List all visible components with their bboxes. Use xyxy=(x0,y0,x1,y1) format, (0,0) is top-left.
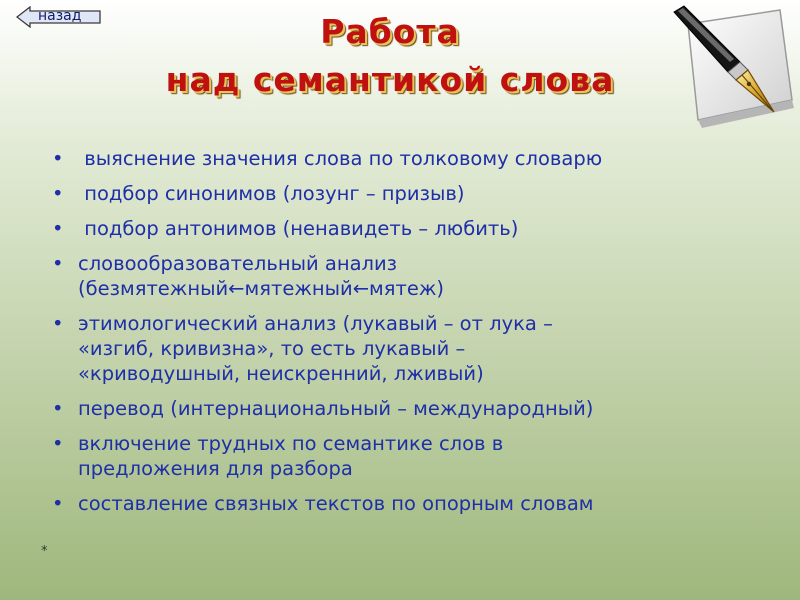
list-item-text: подбор антонимов (ненавидеть – любить) xyxy=(78,217,519,240)
bullet-marker: • xyxy=(52,217,64,240)
list-item xyxy=(50,311,770,386)
list-item xyxy=(50,216,770,241)
list-item xyxy=(50,181,770,206)
list-item-text: перевод (интернациональный – международный) xyxy=(78,397,594,420)
bullet-marker: • xyxy=(52,432,64,455)
back-button-label: назад xyxy=(38,8,82,24)
fountain-pen-icon xyxy=(668,4,798,130)
list-item-text: словообразовательный анализ (безмятежный←мятежный←мятеж) xyxy=(78,252,445,300)
bullet-marker: • xyxy=(52,147,64,170)
list-item-text: этимологический анализ (лукавый – от лука – «изгиб, кривизна», то есть лукавый – «криводушный, неискренний, лживый) xyxy=(78,312,553,385)
list-item xyxy=(50,431,770,481)
bullet-marker: • xyxy=(52,492,64,515)
title-line-1: Работа xyxy=(320,12,460,51)
list-item-text: подбор синонимов (лозунг – призыв) xyxy=(78,182,465,205)
back-button[interactable] xyxy=(16,6,102,28)
bullet-marker: • xyxy=(52,252,64,275)
bullet-marker: • xyxy=(52,182,64,205)
bullet-list xyxy=(50,146,770,526)
bullet-marker: • xyxy=(52,312,64,335)
bullet-marker: • xyxy=(52,397,64,420)
list-item xyxy=(50,491,770,516)
list-item xyxy=(50,251,770,301)
list-item-text: выяснение значения слова по толковому словарю xyxy=(78,147,603,170)
list-item xyxy=(50,146,770,171)
list-item-text: включение трудных по семантике слов в предложения для разбора xyxy=(78,432,504,480)
list-item-text: составление связных текстов по опорным словам xyxy=(78,492,594,515)
page-title xyxy=(120,8,660,104)
footer-mark: * xyxy=(41,544,48,559)
list-item xyxy=(50,396,770,421)
title-line-2: над семантикой слова xyxy=(165,60,615,99)
